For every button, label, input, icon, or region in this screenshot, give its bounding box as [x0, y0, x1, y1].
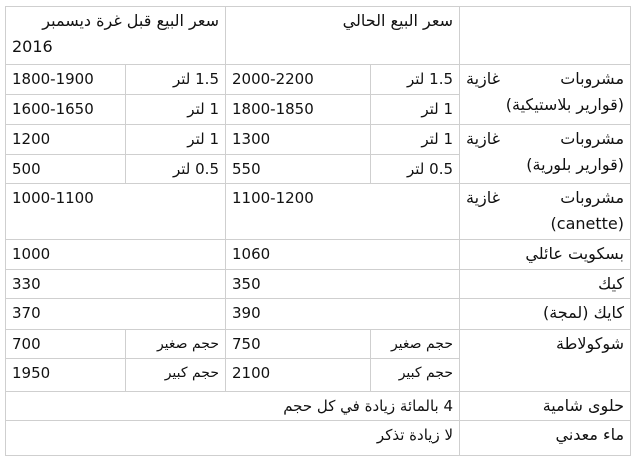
value-cell: 330 — [6, 269, 226, 299]
size-cell: حجم كبير — [371, 359, 460, 392]
unit-cell: 1 لتر — [371, 94, 460, 125]
unit-cell: 0.5 لتر — [371, 154, 460, 184]
unit-cell: 1 لتر — [126, 125, 226, 155]
unit-cell: 1 لتر — [371, 125, 460, 155]
table-row — [6, 269, 631, 299]
value-cell: 1300 — [226, 125, 371, 155]
header-current-price: سعر البيع الحالي — [226, 7, 460, 65]
label-water: ماء معدني — [460, 421, 631, 456]
value-cell: 370 — [6, 299, 226, 330]
value-cell: 390 — [226, 299, 460, 330]
table-row — [6, 240, 631, 270]
table-row — [6, 125, 631, 155]
header-row — [6, 7, 631, 65]
unit-cell: 0.5 لتر — [126, 154, 226, 184]
value-cell: 700 — [6, 329, 126, 359]
table-row — [6, 65, 631, 95]
table-row — [6, 391, 631, 421]
label-chocolate: شوكولاطة — [460, 329, 631, 391]
value-cell: 1800-1850 — [226, 94, 371, 125]
price-table — [5, 6, 631, 456]
value-cell: 1200 — [6, 125, 126, 155]
note-cell: لا زيادة تذكر — [6, 421, 460, 456]
label-halwa: حلوى شامية — [460, 391, 631, 421]
value-cell: 1950 — [6, 359, 126, 392]
label-plastic-soda: مشروبات غازية (قوارير بلاستيكية) — [460, 65, 631, 125]
header-pre-december-price: سعر البيع قبل غرة ديسمبر 2016 — [6, 7, 226, 65]
value-cell: 1600-1650 — [6, 94, 126, 125]
label-can-soda: مشروبات غازية (canette) — [460, 184, 631, 240]
value-cell: 1060 — [226, 240, 460, 270]
value-cell: 2100 — [226, 359, 371, 392]
value-cell: 1000 — [6, 240, 226, 270]
size-cell: حجم صغير — [126, 329, 226, 359]
value-cell: 350 — [226, 269, 460, 299]
label-kake-lamja: كايك (لمجة) — [460, 299, 631, 330]
value-cell: 1000-1100 — [6, 184, 226, 240]
value-cell: 500 — [6, 154, 126, 184]
table-row — [6, 184, 631, 240]
label-glass-soda: مشروبات غازية (قوارير بلورية) — [460, 125, 631, 184]
value-cell: 1100-1200 — [226, 184, 460, 240]
value-cell: 1800-1900 — [6, 65, 126, 95]
value-cell: 2000-2200 — [226, 65, 371, 95]
size-cell: حجم كبير — [126, 359, 226, 392]
value-cell: 750 — [226, 329, 371, 359]
table-row — [6, 299, 631, 330]
table-row — [6, 421, 631, 456]
unit-cell: 1.5 لتر — [371, 65, 460, 95]
label-biscuit: بسكويت عائلي — [460, 240, 631, 270]
size-cell: حجم صغير — [371, 329, 460, 359]
label-cake: كيك — [460, 269, 631, 299]
note-cell: 4 بالمائة زيادة في كل حجم — [6, 391, 460, 421]
unit-cell: 1 لتر — [126, 94, 226, 125]
table-row — [6, 329, 631, 359]
header-empty-cell — [460, 7, 631, 65]
unit-cell: 1.5 لتر — [126, 65, 226, 95]
value-cell: 550 — [226, 154, 371, 184]
